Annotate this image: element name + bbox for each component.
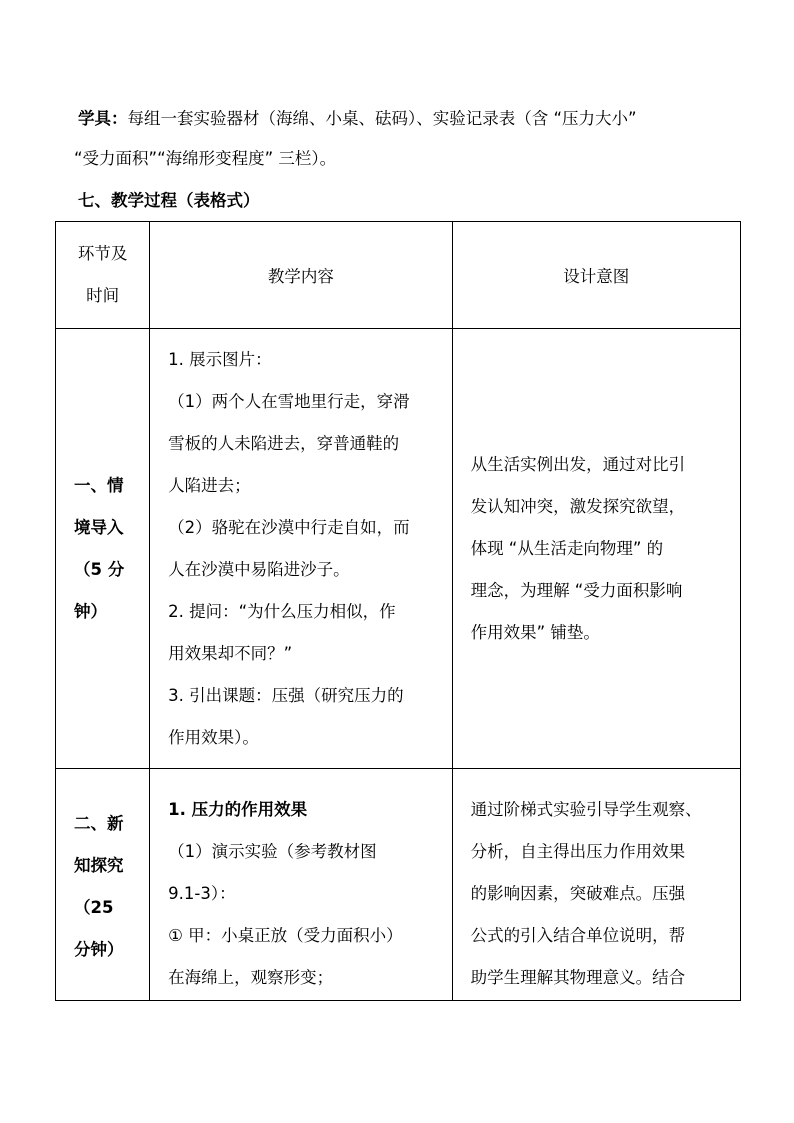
row2-content-line: ① 甲：小桌正放（受力面积小） <box>168 926 403 945</box>
row1-stage-line: 一、情 <box>74 475 124 495</box>
row2-stage-line: （25 <box>74 898 114 917</box>
row1-intent-line: 发认知冲突，激发探究欲望， <box>470 496 686 516</box>
row1-content-line: 雪板的人未陷进去，穿普通鞋的 <box>168 433 400 453</box>
row2-stage-line: 二、新 <box>74 814 124 833</box>
teaching-process-table <box>55 221 741 1001</box>
row2-intent-line: 通过阶梯式实验引导学生观察、 <box>470 800 702 819</box>
intro-paragraph <box>78 106 748 132</box>
row2-intent-line: 的影响因素，突破难点。压强 <box>470 884 686 903</box>
row1-content-line: 人陷进去； <box>168 475 251 495</box>
intro-line-2: “受力面积”“海绵形变程度” 三栏）。 <box>74 149 337 168</box>
section-title: 七、教学过程（表格式） <box>78 191 260 210</box>
header-content <box>150 222 452 329</box>
row2-intent-line: 分析，自主得出压力作用效果 <box>470 842 686 861</box>
row2-stage <box>56 769 150 1001</box>
row1-intent <box>452 329 740 769</box>
row1-content <box>150 329 452 769</box>
row1-stage <box>56 329 150 769</box>
row1-stage-line: （5 分 <box>74 559 125 579</box>
header-stage-line-2: 时间 <box>86 286 120 305</box>
row1-content-line: 1. 展示图片： <box>168 349 272 369</box>
row2-intent <box>452 769 740 1001</box>
row1-content-line: （1）两个人在雪地里行走，穿滑 <box>168 391 410 411</box>
row1-stage-line: 境导入 <box>74 517 124 537</box>
row1-content-line: 人在沙漠中易陷进沙子。 <box>168 559 350 579</box>
row2-content-line: （1）演示实验（参考教材图 <box>168 842 377 861</box>
intro-line-2-wrap <box>74 146 744 172</box>
intro-label: 学具： <box>78 109 128 128</box>
row1-content-line: 2. 提问：“为什么压力相似，作 <box>168 601 396 621</box>
row2-intent-line: 公式的引入结合单位说明，帮 <box>470 926 686 945</box>
row2-intent-line: 助学生理解其物理意义。结合 <box>470 968 686 987</box>
header-stage-line-1: 环节及 <box>77 244 128 263</box>
row1-intent-line: 理念，为理解 “受力面积影响 <box>470 580 683 600</box>
header-stage <box>56 222 150 329</box>
row1-intent-line: 体现 “从生活走向物理” 的 <box>470 538 664 558</box>
row1-stage-line: 钟） <box>74 601 107 621</box>
row2-stage-line: 分钟） <box>74 940 124 959</box>
row2-stage-line: 知探究 <box>74 856 124 875</box>
row1-content-line: 用效果却不同？” <box>168 643 293 663</box>
row2-content <box>150 769 452 1001</box>
row2-content-line: 9.1-3）： <box>168 884 236 903</box>
row2-content-heading: 1. 压力的作用效果 <box>168 800 308 819</box>
intro-line-1: 每组一套实验器材（海绵、小桌、砝码）、实验记录表（含 “压力大小” <box>127 109 637 128</box>
row1-intent-line: 作用效果” 铺垫。 <box>470 622 600 642</box>
table-row <box>56 329 741 769</box>
table-header-row <box>56 222 741 329</box>
row1-content-line: （2）骆驼在沙漠中行走自如，而 <box>168 517 410 537</box>
header-intent <box>452 222 740 329</box>
table-row <box>56 769 741 1001</box>
header-content-label: 教学内容 <box>267 267 334 286</box>
row1-content-line: 作用效果）。 <box>168 727 259 747</box>
row1-content-line: 3. 引出课题：压强（研究压力的 <box>168 685 404 705</box>
row1-intent-line: 从生活实例出发，通过对比引 <box>470 454 686 474</box>
row2-content-line: 在海绵上，观察形变； <box>168 968 334 987</box>
header-intent-label: 设计意图 <box>563 267 630 286</box>
